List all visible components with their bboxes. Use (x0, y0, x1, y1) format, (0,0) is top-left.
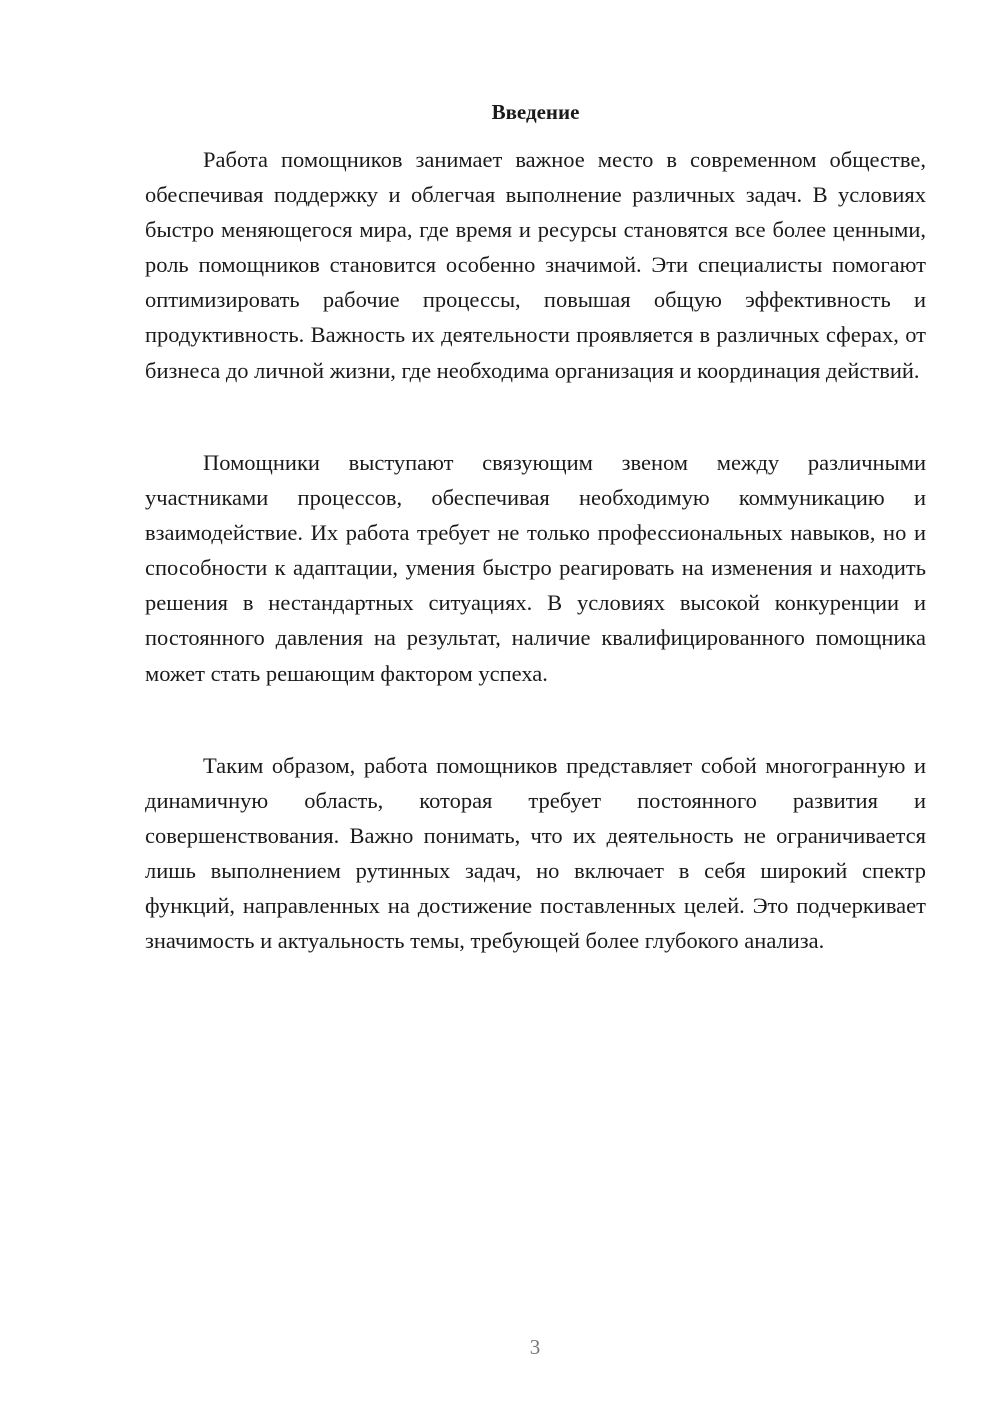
section-heading: Введение (491, 100, 580, 124)
paragraph-2: Помощники выступают связующим звеном между различными участниками процессов, обеспечивая необходимую коммуникацию и взаимодействие. Их работа требует не только профессиональных навыков, но и способности к адаптации, умения быстро реагировать на изменения и находить решения в нестандартных ситуациях. В условиях высокой конкуренции и постоянного давления на результат, наличие квалифицированного помощника может стать решающим фактором успеха. (145, 450, 926, 686)
paragraph-3: Таким образом, работа помощников представляет собой многогранную и динамичную область, которая требует постоянного развития и совершенствования. Важно понимать, что их деятельность не ограничивается лишь выполнением рутинных задач, но включает в себя широкий спектр функций, направленных на достижение поставленных целей. Это подчеркивает значимость и актуальность темы, требующей более глубокого анализа. (145, 753, 926, 954)
page-number: 3 (529, 1335, 541, 1359)
paragraph-1: Работа помощников занимает важное место в современном обществе, обеспечивая поддержку и облегчая выполнение различных задач. В условиях быстро меняющегося мира, где время и ресурсы становятся все более ценными, роль помощников становится особенно значимой. Эти специалисты помогают оптимизировать рабочие процессы, повышая общую эффективность и продуктивность. Важность их деятельности проявляется в различных сферах, от бизнеса до личной жизни, где необходима организация и координация действий. (145, 147, 926, 383)
